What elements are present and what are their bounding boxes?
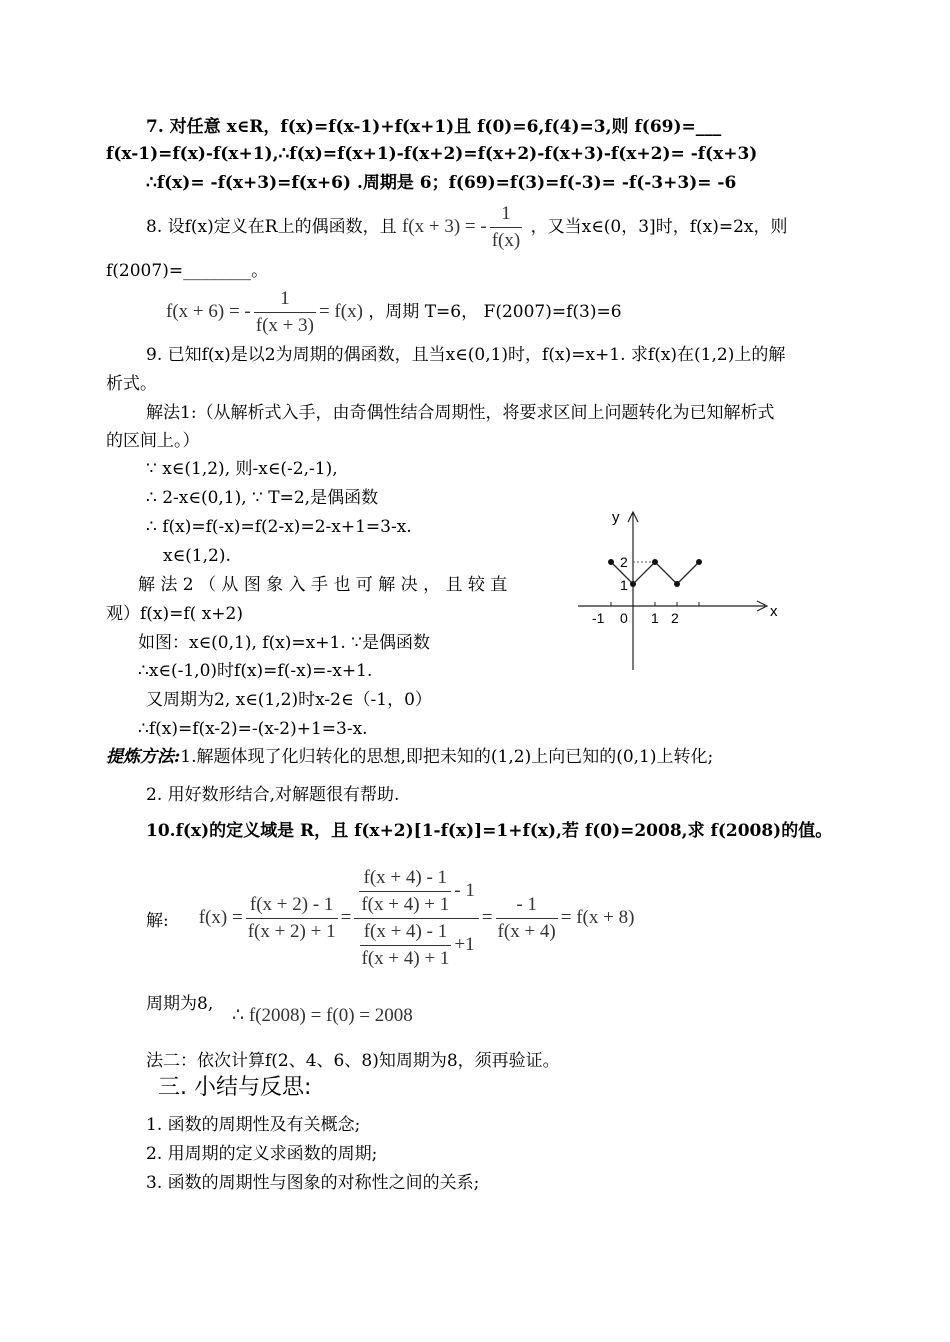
graph-point-3 — [674, 581, 680, 587]
y-tick-label-1: 1 — [620, 577, 628, 593]
p10-minus1: - 1 — [454, 879, 475, 901]
p8-eq1-den: f(x) — [491, 230, 521, 251]
graph-point-1 — [630, 581, 636, 587]
p10-frac3 — [496, 892, 558, 945]
p10-frac2-den-inner — [360, 919, 452, 972]
p9-sol1-f: x∈(1,2). — [163, 546, 231, 566]
x-tick-label-1: 1 — [651, 610, 659, 626]
x-tick-label-0: 0 — [620, 610, 628, 626]
p10-frac1-num: f(x + 2) - 1 — [246, 892, 338, 919]
p10-frac3-den: f(x + 4) — [497, 920, 556, 942]
p10-frac2 — [354, 865, 479, 972]
graph-point-2 — [652, 559, 658, 565]
p8-eq2-den: f(x + 3) — [255, 315, 314, 336]
p8-eq2-fraction — [254, 286, 316, 339]
p8-eq1-num: 1 — [490, 201, 522, 228]
p10-frac2-num — [354, 865, 479, 919]
p9-sol1-d: ∴ 2-x∈(0,1), ∵ T=2,是偶函数 — [146, 488, 379, 508]
periodic-function-graph — [570, 502, 790, 672]
p9-sol2-e: 又周期为2, x∈(1,2)时x-2∈（-1，0） — [146, 690, 432, 710]
method-line2: 2. 用好数形结合,对解题很有帮助. — [146, 785, 400, 805]
p10-inner-num-2: f(x + 4) - 1 — [360, 919, 452, 946]
p8-line3 — [166, 286, 622, 339]
summary-item-2: 2. 用周期的定义求函数的周期; — [146, 1144, 378, 1164]
p10-sol-label: 解: — [146, 910, 169, 931]
p9-sol2-d: ∴x∈(-1,0)时f(x)=f(-x)=-x+1. — [138, 661, 373, 681]
p9-sol1-c: ∵ x∈(1,2), 则-x∈(-2,-1), — [146, 459, 338, 479]
p10-equation — [146, 858, 634, 978]
summary-heading: 三. 小结与反思: — [158, 1075, 312, 1100]
x-tick-label-neg1: -1 — [592, 610, 605, 626]
p10-rhs: = f(x + 8) — [560, 907, 635, 928]
graph-point-4 — [696, 559, 702, 565]
p9-sol2-b: 观）f(x)=f( x+2) — [106, 604, 243, 624]
summary-item-3: 3. 函数的周期性与图象的对称性之间的关系; — [146, 1173, 480, 1193]
p8-text-c: ，周期 T=6， F(2007)=f(3)=6 — [368, 302, 622, 322]
p10-frac2-den — [354, 919, 479, 972]
x-tick-label-2: 2 — [671, 610, 679, 626]
p10-eq2: = — [481, 907, 493, 928]
p8-text-a: 8. 设f(x)定义在R上的偶函数，且 — [146, 217, 397, 237]
p8-text-b: ，又当x∈(0，3]时，f(x)=2x，则 — [530, 217, 788, 237]
x-axis-label: x — [770, 603, 778, 620]
p10-eq1: = — [340, 907, 352, 928]
p7-line2: f(x-1)=f(x)-f(x+1),∴f(x)=f(x+1)-f(x+2)=f(x+2)-f(x+3)-f(x+2)= -f(x+3) — [106, 144, 758, 164]
method-label: 提炼方法: — [106, 747, 181, 767]
p10-method2: 法二：依次计算f(2、4、6、8)知周期为8，须再验证。 — [146, 1051, 560, 1071]
p9-sol1-a: 解法1:（从解析式入手，由奇偶性结合周期性，将要求区间上问题转化为已知解析式 — [146, 403, 775, 423]
p10-frac2-num-inner — [359, 865, 451, 918]
p8-eq2-rhs: = f(x) — [318, 301, 363, 322]
p9-line2: 析式。 — [106, 374, 157, 394]
p10-therefore: ∴ f(2008) = f(0) = 2008 — [232, 1005, 413, 1026]
p8-line1 — [146, 201, 787, 254]
y-axis-label: y — [612, 509, 620, 526]
p8-eq2-lhs: f(x + 6) = - — [166, 301, 251, 322]
p10-frac3-num: - 1 — [496, 892, 558, 919]
method-line1 — [106, 746, 713, 768]
p10-inner-den-1: f(x + 4) + 1 — [361, 893, 450, 915]
p9-sol2-a: 解 法 2 （ 从 图 象 入 手 也 可 解 决 ， 且 较 直 — [138, 575, 508, 595]
p9-line1: 9. 已知f(x)是以2为周期的偶函数，且当x∈(0,1)时，f(x)=x+1. 求f(x)在(1,2)上的解 — [146, 345, 786, 365]
p7-line3: ∴f(x)= -f(x+3)=f(x+6) .周期是 6；f(69)=f(3)=f(-3)= -f(-3+3)= -6 — [146, 173, 737, 193]
p10-inner-den-2: f(x + 4) + 1 — [361, 947, 450, 969]
method-text1: 1.解题体现了化归转化的思想,即把未知的(1,2)上向已知的(0,1)上转化; — [180, 747, 714, 767]
p10-question: 10.f(x)的定义域是 R，且 f(x+2)[1-f(x)]=1+f(x),若 f(0)=2008,求 f(2008)的值。 — [146, 821, 833, 841]
p8-eq1-lhs: f(x + 3) = - — [401, 216, 487, 237]
y-tick-label-2: 2 — [620, 554, 628, 570]
p7-line1: 7. 对任意 x∈R，f(x)=f(x-1)+f(x+1)且 f(0)=6,f(4)=3,则 f(69)=___ — [146, 117, 722, 137]
p8-line2: f(2007)=________。 — [106, 261, 269, 281]
p9-sol2-c: 如图：x∈(0,1), f(x)=x+1. ∵是偶函数 — [138, 633, 430, 653]
p9-sol1-e: ∴ f(x)=f(-x)=f(2-x)=2-x+1=3-x. — [146, 517, 412, 537]
p10-frac1-den: f(x + 2) + 1 — [247, 920, 336, 942]
p10-plus1: +1 — [454, 933, 475, 955]
graph-point-0 — [608, 559, 614, 565]
p10-period: 周期为8, — [146, 994, 214, 1014]
p8-eq1-fraction — [490, 201, 522, 254]
p10-inner-num-1: f(x + 4) - 1 — [359, 865, 451, 892]
p9-sol2-f: ∴f(x)=f(x-2)=-(x-2)+1=3-x. — [138, 719, 368, 739]
p10-lhs: f(x) = — [198, 907, 243, 928]
p9-sol1-b: 的区间上。） — [106, 431, 200, 451]
p10-frac1 — [246, 892, 338, 945]
p8-eq2-num: 1 — [254, 286, 316, 313]
summary-item-1: 1. 函数的周期性及有关概念; — [146, 1115, 361, 1135]
